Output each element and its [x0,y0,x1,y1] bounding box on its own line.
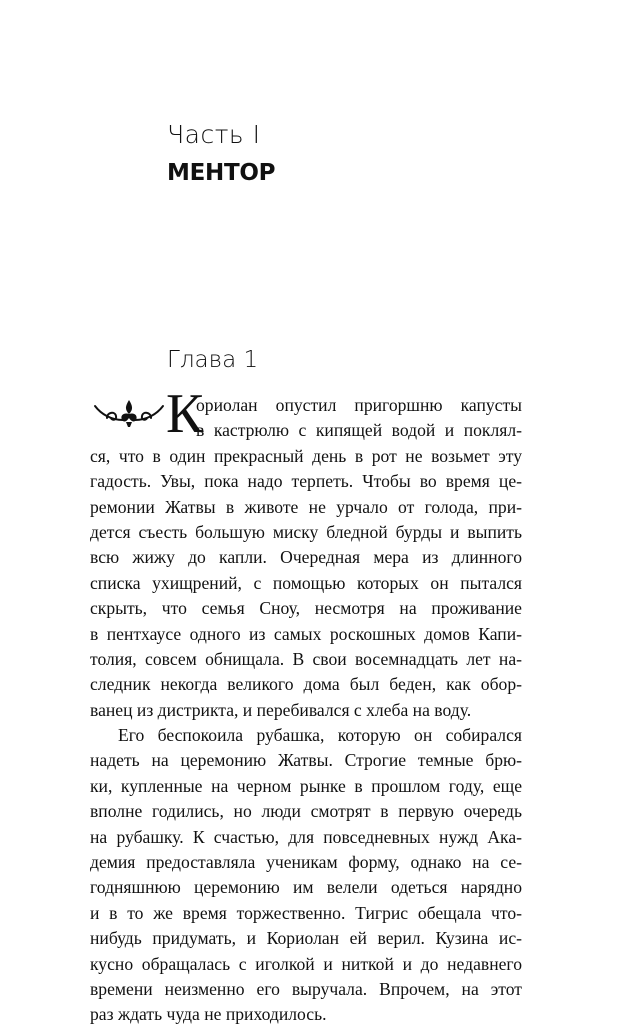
text-line: ся, что в один прекрасный день в рот не возьмет эту [90,445,522,466]
text-line: всю жижу до капли. Очередная мера из длинного [90,547,522,568]
part-title: МЕНТОР [167,160,276,186]
text-line: годняшнюю церемонию им велели одеться нарядно [90,877,522,898]
text-line: скрыть, что семья Сноу, несмотря на проживание [90,598,522,619]
text-line: на рубашку. К счастью, для повседневных нужд Ака- [90,826,522,847]
paragraph-1 [90,393,522,723]
chapter-body [90,393,522,1028]
text-line: времени неизменно его выручала. Впрочем, на этот [90,978,522,999]
text-line: и в то же время торжественно. Тигрис обещала что- [90,902,522,923]
text-line: надеть на церемонию Жатвы. Строгие темные брю- [90,750,522,771]
text-line: следник некогда великого дома был беден, как обор- [90,674,522,695]
text-line: нибудь придумать, и Кориолан ей верил. Кузина ис- [90,928,522,949]
text-line: ремонии Жатвы в животе не урчало от голода, при- [90,496,522,517]
text-line: гадость. Увы, пока надо терпеть. Чтобы во время це- [90,471,522,492]
chapter-title: Глава 1 [167,347,259,373]
text-line: дется съесть большую миску бледной бурды и выпить [90,521,522,542]
drop-cap: К [166,383,204,445]
text-line: ориолан опустил пригоршню капусты [196,395,522,415]
paragraph-2 [90,723,522,1028]
text-line: ки, купленные на черном рынке в прошлом году, еще [90,775,522,796]
text-line: толия, совсем обнищала. В свои восемнадцать лет на- [90,648,522,669]
text-line: демия предоставляла ученикам форму, однако на се- [90,852,522,873]
text-line: кусно обращалась с иголкой и ниткой и до недавнего [90,953,522,974]
text-line: списка ухищрений, с помощью которых он пытался [90,572,522,593]
text-line: Его беспокоила рубашка, которую он собирался [118,725,522,746]
text-line: в пентхаусе одного из самых роскошных домов Капи- [90,623,522,644]
text-line: вполне годились, но люди смотрят в первую очередь [90,801,522,822]
text-line: ванец из дистрикта, и перебивался с хлеба на воду. [90,699,472,720]
text-line: раз ждать чуда не приходилось. [90,1004,327,1025]
part-label: Часть I [167,120,261,149]
text-line: в кастрюлю с кипящей водой и поклял- [196,420,522,441]
